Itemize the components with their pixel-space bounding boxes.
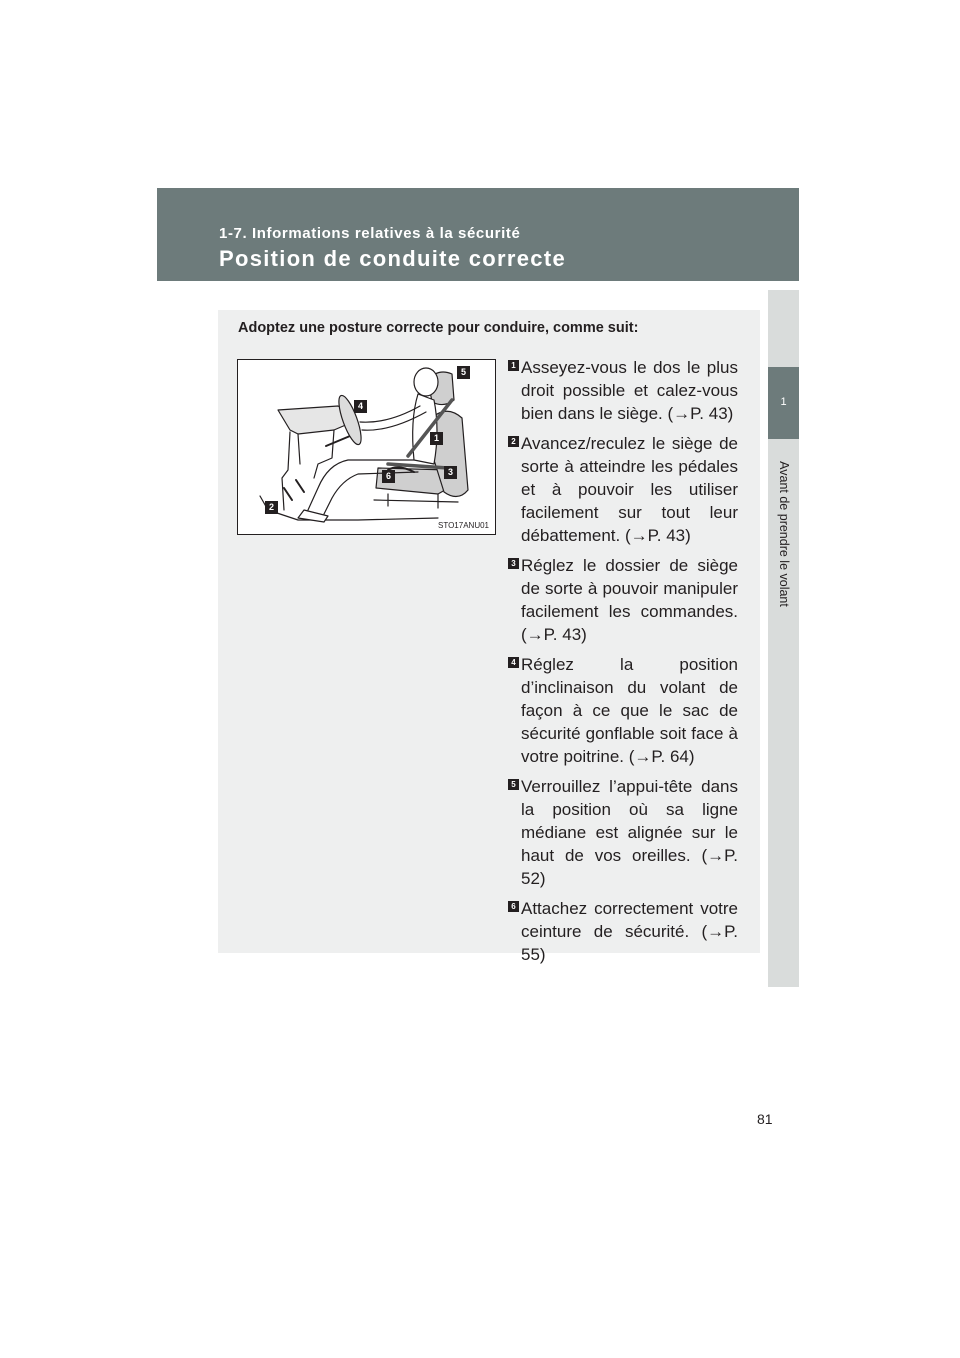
- chapter-tab-number: 1: [780, 396, 787, 408]
- step-number: 5: [508, 779, 519, 790]
- figure-code: STO17ANU01: [438, 521, 489, 530]
- steps-list: [508, 356, 738, 973]
- step-item: [508, 897, 738, 966]
- step-text: Asseyez-vous le dos le plus droit possible et calez-vous bien dans le siège. (→P. 43): [521, 358, 738, 423]
- step-item: [508, 554, 738, 646]
- step-number: 2: [508, 436, 519, 447]
- step-item: [508, 775, 738, 890]
- step-number: 6: [508, 901, 519, 912]
- callout-2: 2: [265, 501, 278, 514]
- page-number: 81: [757, 1111, 773, 1127]
- chapter-tab-label: Avant de prendre le volant: [777, 461, 791, 607]
- step-text: Réglez le dossier de siège de sorte à pouvoir manipuler facilement les commandes. (→P. 43): [521, 556, 738, 644]
- step-text: Réglez la position d’inclinaison du volant de façon à ce que le sac de sécurité gonflable soit face à votre poitrine. (→P. 64): [521, 655, 738, 766]
- step-item: [508, 653, 738, 768]
- callout-3: 3: [444, 466, 457, 479]
- content-box: [218, 310, 760, 964]
- step-number: 4: [508, 657, 519, 668]
- step-item: [508, 432, 738, 547]
- step-text: Attachez correctement votre ceinture de sécurité. (→P. 55): [521, 899, 738, 964]
- step-text: Verrouillez l’appui-tête dans la position où sa ligne médiane est alignée sur le haut de vos oreilles. (→P. 52): [521, 777, 738, 888]
- page-title: Position de conduite correcte: [219, 246, 566, 271]
- callout-1: 1: [430, 432, 443, 445]
- step-text: Avancez/reculez le siège de sorte à atteindre les pédales et à pouvoir les utiliser facilement sur tout leur débattement. (→P. 43): [521, 434, 738, 545]
- chapter-tab[interactable]: [768, 367, 799, 439]
- step-number: 3: [508, 558, 519, 569]
- callout-5: 5: [457, 366, 470, 379]
- chapter-header: [157, 188, 799, 281]
- driving-position-illustration: [237, 359, 496, 535]
- section-title: 1-7. Informations relatives à la sécurité: [219, 225, 521, 242]
- callout-4: 4: [354, 400, 367, 413]
- intro-text: Adoptez une posture correcte pour conduire, comme suit:: [238, 320, 639, 336]
- step-number: 1: [508, 360, 519, 371]
- step-item: [508, 356, 738, 425]
- callout-6: 6: [382, 470, 395, 483]
